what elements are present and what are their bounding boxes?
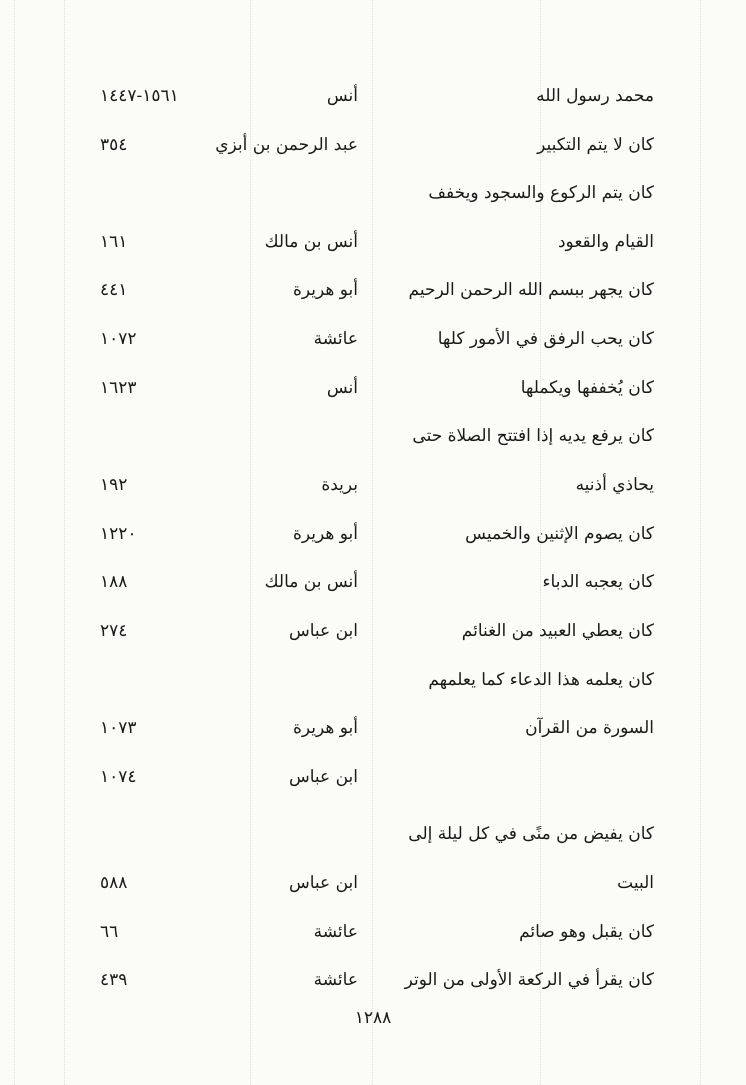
- hadith-title: كان يقبل وهو صائم: [519, 922, 654, 942]
- index-row: [0, 763, 746, 803]
- hadith-title: محمد رسول الله: [536, 86, 654, 106]
- narrator-name: ابن عباس: [288, 873, 358, 893]
- hadith-title: القيام والقعود: [557, 232, 654, 252]
- index-row: [0, 820, 746, 860]
- hadith-number: ٤٣٩: [100, 970, 128, 990]
- index-row: [0, 918, 746, 958]
- hadith-title: كان يرفع يديه إذا افتتح الصلاة حتى: [412, 426, 654, 446]
- narrator-name: أنس بن مالك: [264, 572, 358, 592]
- index-row: [0, 666, 746, 706]
- narrator-name: أبو هريرة: [292, 280, 358, 300]
- index-row: [0, 617, 746, 657]
- hadith-title: كان يعطي العبيد من الغنائم: [461, 621, 654, 641]
- index-row: [0, 520, 746, 560]
- narrator-name: أنس: [326, 86, 358, 106]
- narrator-name: أبو هريرة: [292, 524, 358, 544]
- hadith-number: ١٠٧٤: [100, 767, 137, 787]
- hadith-number: ٢٧٤: [100, 621, 128, 641]
- index-row: [0, 179, 746, 219]
- narrator-name: عبد الرحمن بن أبزي: [215, 135, 358, 155]
- narrator-name: أنس بن مالك: [264, 232, 358, 252]
- index-row: [0, 131, 746, 171]
- hadith-number: ٤٤١: [100, 280, 128, 300]
- narrator-name: عائشة: [313, 970, 358, 990]
- narrator-name: بريدة: [321, 475, 358, 495]
- index-row: [0, 869, 746, 909]
- hadith-number: ١٦١: [100, 232, 128, 252]
- hadith-title: كان يعلمه هذا الدعاء كما يعلمهم: [428, 670, 654, 690]
- hadith-title: كان يجهر ببسم الله الرحمن الرحيم: [408, 280, 654, 300]
- narrator-name: عائشة: [313, 922, 358, 942]
- hadith-number: ١٦٢٣: [100, 378, 137, 398]
- index-row: [0, 82, 746, 122]
- hadith-number: ٣٥٤: [100, 135, 128, 155]
- hadith-number: ٥٨٨: [100, 873, 128, 893]
- hadith-number: ١٠٧٢: [100, 329, 137, 349]
- index-row: [0, 276, 746, 316]
- narrator-name: عائشة: [313, 329, 358, 349]
- hadith-title: كان لا يتم التكبير: [537, 135, 654, 155]
- narrator-name: ابن عباس: [288, 621, 358, 641]
- page-number: ١٢٨٨: [354, 1008, 392, 1028]
- hadith-title: كان يحب الرفق في الأمور كلها: [437, 329, 654, 349]
- index-row: [0, 374, 746, 414]
- hadith-number: ١٨٨: [100, 572, 128, 592]
- hadith-number: ٦٦: [100, 922, 119, 942]
- hadith-title: كان يُخففها ويكملها: [520, 378, 654, 398]
- hadith-number: ١٢٢٠: [100, 524, 137, 544]
- hadith-title: السورة من القرآن: [525, 718, 654, 738]
- index-row: [0, 228, 746, 268]
- index-row: [0, 714, 746, 754]
- hadith-number: ١٩٢: [100, 475, 128, 495]
- hadith-title: البيت: [617, 873, 654, 893]
- hadith-title: كان يقرأ في الركعة الأولى من الوتر: [404, 970, 654, 990]
- hadith-title: يحاذي أذنيه: [575, 475, 654, 495]
- index-row: [0, 325, 746, 365]
- hadith-title: كان يصوم الإثنين والخميس: [465, 524, 654, 544]
- hadith-title: كان يتم الركوع والسجود ويخفف: [428, 183, 654, 203]
- narrator-name: أبو هريرة: [292, 718, 358, 738]
- hadith-number: ١٥٦١-١٤٤٧: [100, 86, 179, 106]
- index-row: [0, 471, 746, 511]
- hadith-title: كان يفيض من منًى في كل ليلة إلى: [408, 824, 654, 844]
- narrator-name: ابن عباس: [288, 767, 358, 787]
- index-row: [0, 568, 746, 608]
- index-row: [0, 422, 746, 462]
- narrator-name: أنس: [326, 378, 358, 398]
- hadith-title: كان يعجبه الدباء: [542, 572, 654, 592]
- index-row: [0, 966, 746, 1006]
- hadith-number: ١٠٧٣: [100, 718, 137, 738]
